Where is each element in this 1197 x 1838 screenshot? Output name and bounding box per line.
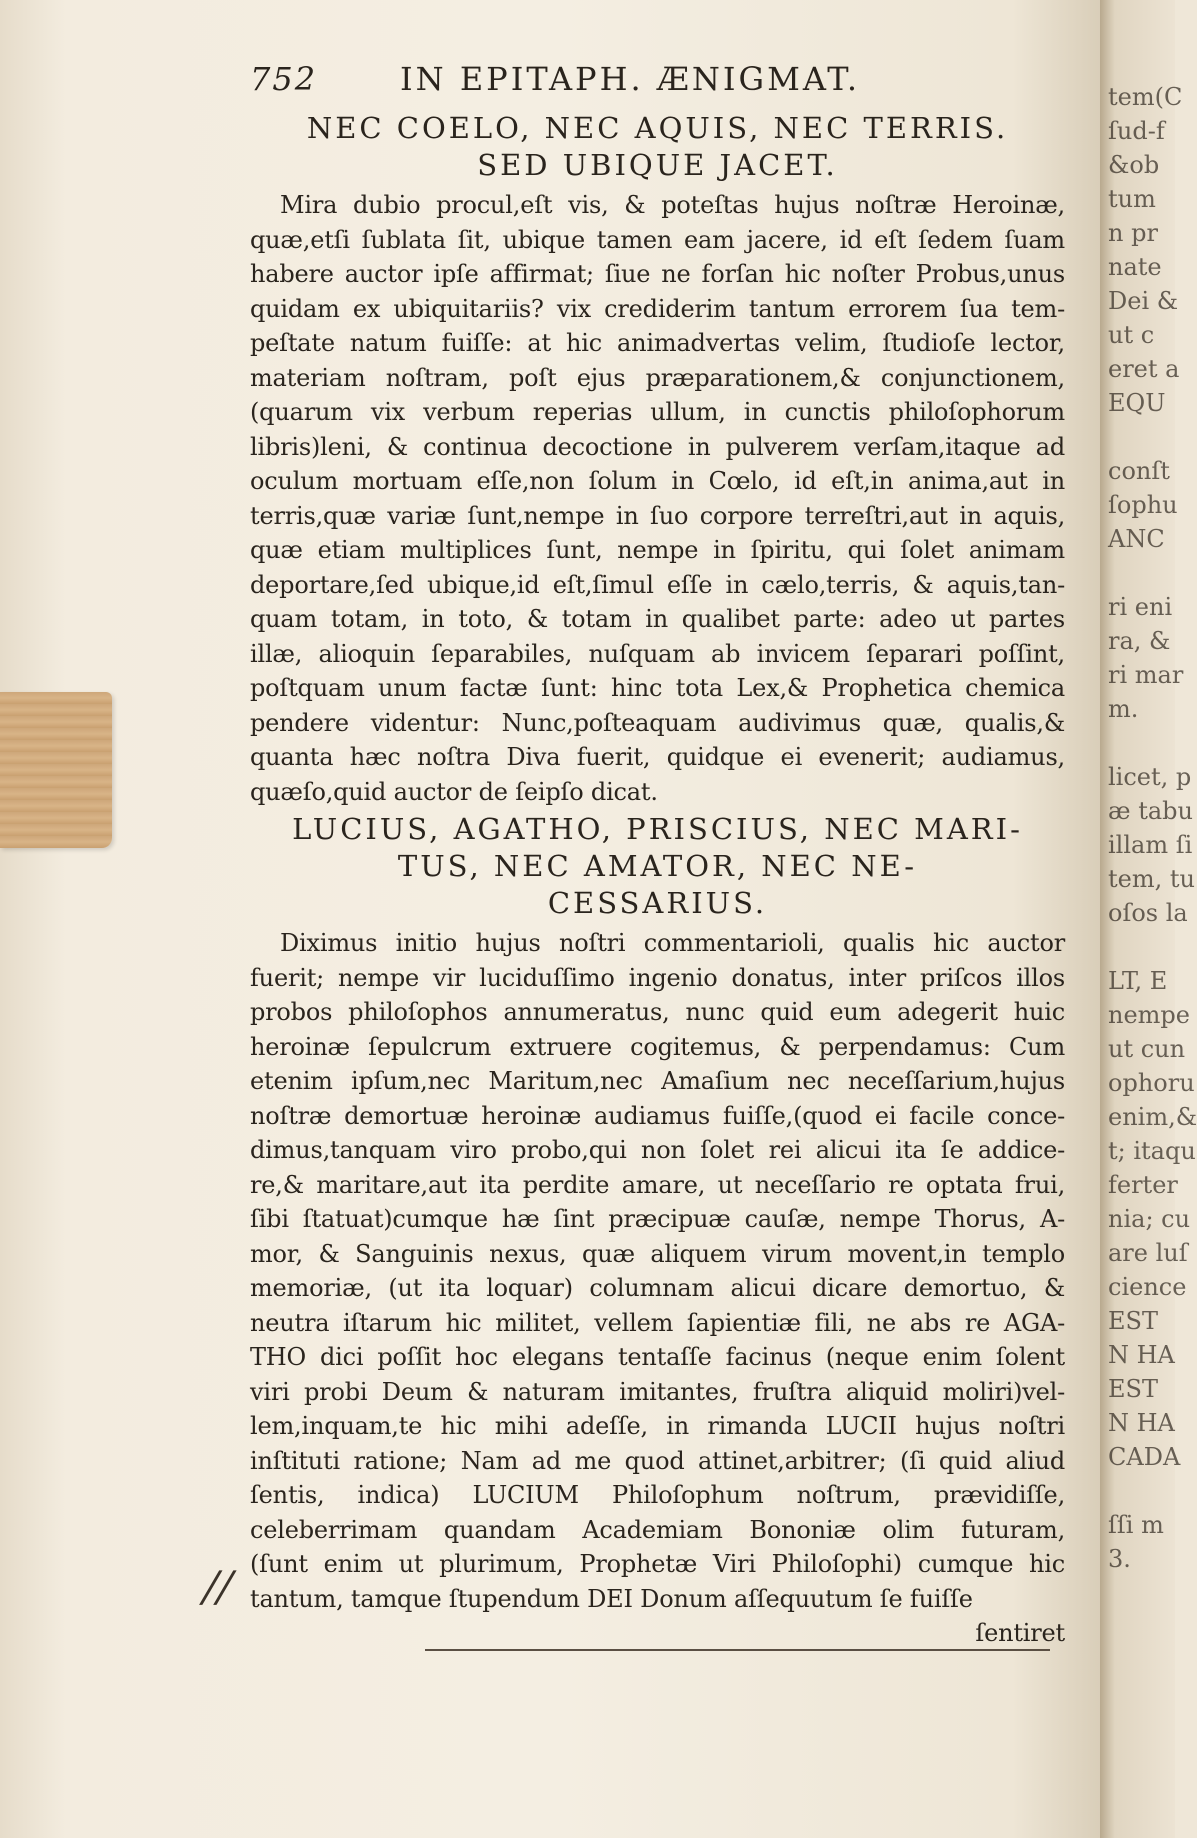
text-line: pendere videntur: Nunc,poſteaquam audivimus quæ, qualis,& — [250, 708, 1065, 737]
bleed-line: EQU — [1108, 389, 1166, 417]
bleed-line — [1108, 1474, 1175, 1508]
bleed-line: ut c — [1108, 321, 1155, 349]
bleed-line — [1108, 930, 1175, 964]
text-line: lem,inquam,te hic mihi adeſſe, in rimanda LUCII hujus noſtri — [250, 1412, 1065, 1440]
bleed-line: N HA — [1108, 1409, 1175, 1437]
bleed-line: ri eni — [1108, 593, 1173, 621]
page-content — [250, 60, 1065, 1651]
margin-annotation: // — [197, 1562, 239, 1611]
heading-line: CESSARIUS. — [547, 886, 768, 920]
heading-line: LUCIUS, AGATHO, PRISCIUS, NEC MARI- — [292, 812, 1023, 846]
text-line: peſtate natum fuiſſe: at hic animadvertas velim, ſtudioſe lector, — [250, 329, 1065, 357]
page-tab-marker — [0, 692, 112, 848]
text-line: (ſunt enim ut plurimum, Prophetæ Viri Philoſophi) cumque hic — [250, 1550, 1065, 1578]
text-line: (quarum vix verbum reperias ullum, in cunctis philoſophorum — [250, 398, 1065, 426]
bleed-line: are luſ — [1108, 1239, 1188, 1267]
bleed-line: ferter — [1108, 1171, 1178, 1199]
text-line: quæ,etſi ſublata ſit, ubique tamen eam jacere, id eſt ſedem ſuam — [250, 225, 1065, 254]
bleed-line: nempe — [1108, 1001, 1190, 1029]
bleed-line: LT, E — [1108, 967, 1168, 995]
text-line: ſentis, indica) LUCIUM Philoſophum noſtrum, prævidiſſe, — [250, 1481, 1065, 1509]
section-heading-1 — [250, 110, 1065, 184]
bleed-line: conſt — [1108, 457, 1170, 485]
bleed-line: n pr — [1108, 219, 1158, 247]
text-line: mor, & Sanguinis nexus, quæ aliquem virum movent,in templo — [250, 1239, 1065, 1268]
bleed-line: tum — [1108, 185, 1156, 213]
bleed-line: t; itaqu — [1108, 1137, 1196, 1165]
bleed-line: nia; cu — [1108, 1205, 1191, 1233]
facing-page-bleed — [1108, 80, 1197, 1576]
text-line: Diximus initio hujus noſtri commentarioli, qualis hic auctor — [280, 929, 1065, 957]
text-line: heroinæ ſepulcrum extruere cogitemus, & perpendamus: Cum — [250, 1032, 1065, 1061]
running-title: IN EPITAPH. ÆNIGMAT. — [400, 60, 860, 98]
heading-line: NEC COELO, NEC AQUIS, NEC TERRIS. — [306, 111, 1009, 145]
text-line: illæ, alioquin ſeparabiles, nuſquam ab invicem ſeparari poſſint, — [250, 639, 1065, 668]
handwritten-underline — [425, 1649, 1050, 1651]
text-line: quam totam, in toto, & totam in qualibet parte: adeo ut partes — [250, 605, 1065, 633]
text-line: viri probi Deum & naturam imitantes, fruſtra aliquid moliri)vel- — [250, 1377, 1065, 1406]
bleed-line: licet, p — [1108, 763, 1192, 791]
text-line: fuerit; nempe vir luciduſſimo ingenio donatus, inter priſcos illos — [250, 963, 1065, 992]
section-heading-2 — [250, 811, 1065, 922]
bleed-line — [1108, 726, 1175, 760]
bleed-line: ſud-f — [1108, 117, 1165, 145]
text-line: re,& maritare,aut ita perdite amare, ut neceſſario re optata frui, — [250, 1170, 1065, 1199]
text-line: ſibi ſtatuat)cumque hæ ſint præcipuæ cauſæ, nempe Thorus, A- — [250, 1205, 1065, 1233]
bleed-line: EST — [1108, 1375, 1158, 1403]
page-number: 752 — [250, 60, 318, 98]
bleed-line — [1108, 556, 1175, 590]
text-line: Mira dubio procul,eſt vis, & poteſtas hujus noſtræ Heroinæ, — [280, 191, 1065, 219]
text-line: celeberrimam quandam Academiam Bononiæ olim futuram, — [250, 1515, 1065, 1544]
bleed-line: tem, tu — [1108, 865, 1195, 893]
text-line: dimus,tanquam viro probo,qui non ſolet rei alicui ita ſe addice- — [250, 1136, 1065, 1164]
bleed-line: ANC — [1108, 525, 1165, 553]
heading-line: SED UBIQUE JACET. — [477, 148, 838, 182]
bleed-line: ut cun — [1108, 1035, 1186, 1063]
text-line: libris)leni, & continua decoctione in pulverem verſam,itaque ad — [250, 432, 1065, 461]
bleed-line: cience — [1108, 1273, 1187, 1301]
bleed-line: enim,& — [1108, 1103, 1197, 1131]
bleed-line: &ob — [1108, 151, 1160, 179]
text-line: etenim ipſum,nec Maritum,nec Amaſium nec neceſſarium,hujus — [250, 1067, 1065, 1095]
bleed-line — [1108, 420, 1175, 454]
text-line: quæſo,quid auctor de ſeipſo dicat. — [250, 777, 658, 806]
bleed-line: ſophu — [1108, 491, 1178, 519]
paragraph-2 — [250, 926, 1065, 1616]
text-line: noſtræ demortuæ heroinæ audiamus fuiſſe,(quod ei facile conce- — [250, 1101, 1065, 1130]
bleed-line: tem(C — [1108, 83, 1183, 111]
text-line: probos philoſophos annumeratus, nunc quid eum adegerit huic — [250, 998, 1065, 1026]
bleed-line: ra, & — [1108, 627, 1171, 655]
text-line: memoriæ, (ut ita loquar) columnam alicui dicare demortuo, & — [250, 1274, 1065, 1302]
text-line: materiam noſtram, poſt ejus præparationem,& conjunctionem, — [250, 363, 1065, 392]
bleed-line: oſos la — [1108, 899, 1188, 927]
bleed-line: CADA — [1108, 1443, 1181, 1471]
text-line: habere auctor ipſe affirmat; ſiue ne forſan hic noſter Probus,unus — [250, 260, 1065, 288]
bleed-line: ſſi m — [1108, 1511, 1164, 1539]
bleed-line: 3. — [1108, 1545, 1131, 1573]
bleed-line: æ tabu — [1108, 797, 1193, 825]
text-line: poſtquam unum factæ ſunt: hinc tota Lex,& Prophetica chemica — [250, 674, 1065, 702]
text-line: inſtituti ratione; Nam ad me quod attinet,arbitrer; (ſi quid aliud — [250, 1446, 1065, 1475]
text-line: quæ etiam multiplices ſunt, nempe in ſpiritu, qui ſolet animam — [250, 536, 1065, 564]
bleed-line: eret a — [1108, 355, 1180, 383]
catchword: ſentiret — [975, 1619, 1065, 1647]
text-line: THO dici poſſit hoc elegans tentaſſe facinus (neque enim ſolent — [250, 1343, 1065, 1371]
paragraph-1 — [250, 188, 1065, 809]
running-head — [250, 60, 1065, 106]
text-line: neutra iſtarum hic militet, vellem ſapientiæ fili, ne abs re AGA- — [250, 1308, 1065, 1337]
bleed-line: ri mar — [1108, 661, 1184, 689]
bleed-line: illam ſi — [1108, 831, 1193, 859]
text-line: tantum, tamque ſtupendum DEI Donum aſſequutum ſe fuiſſe — [250, 1584, 973, 1613]
bleed-line: m. — [1108, 695, 1139, 723]
text-line: quidam ex ubiquitariis? vix crediderim tantum errorem ſua tem- — [250, 294, 1065, 323]
heading-line: TUS, NEC AMATOR, NEC NE- — [397, 849, 918, 883]
text-line: oculum mortuam eſſe,non ſolum in Cœlo, id eſt,in anima,aut in — [250, 467, 1065, 495]
bleed-line: N HA — [1108, 1341, 1175, 1369]
text-line: terris,quæ variæ ſunt,nempe in ſuo corpore terreſtri,aut in aquis, — [250, 501, 1065, 530]
text-line: quanta hæc noſtra Diva fuerit, quidque ei evenerit; audiamus, — [250, 743, 1065, 771]
bleed-line: nate — [1108, 253, 1162, 281]
bleed-line: Dei & — [1108, 287, 1179, 315]
bleed-line: ophoru — [1108, 1069, 1195, 1097]
bleed-line: EST — [1108, 1307, 1158, 1335]
text-line: deportare,ſed ubique,id eſt,ſimul eſſe in cælo,terris, & aquis,tan- — [250, 570, 1065, 599]
